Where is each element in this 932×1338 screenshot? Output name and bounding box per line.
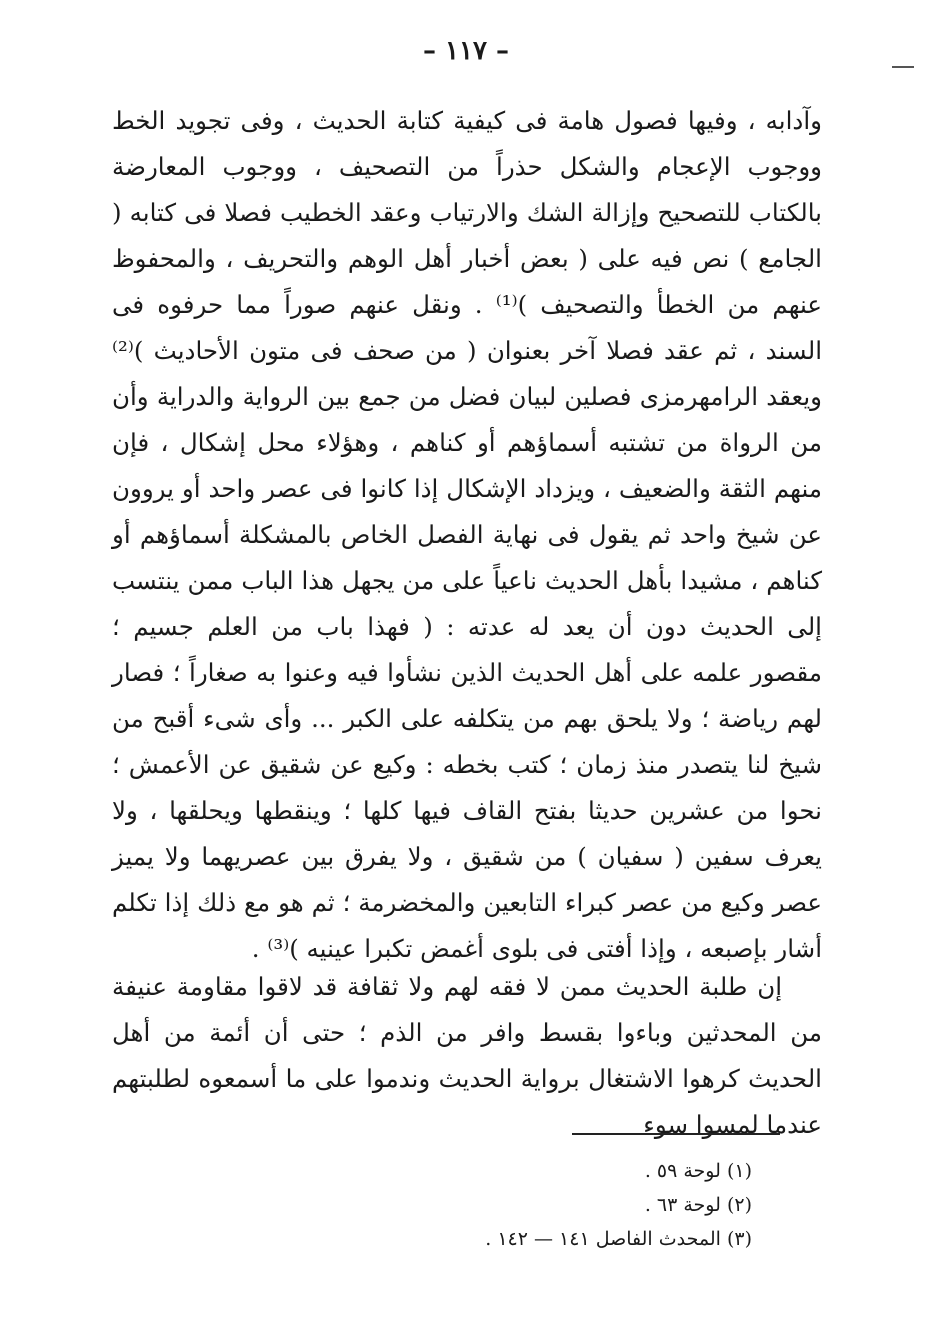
margin-mark — [892, 66, 914, 68]
footnote-1: (١) لوحة ٥٩ . — [644, 1160, 752, 1182]
footnotes — [332, 1154, 752, 1256]
body-text-block-1 — [112, 98, 822, 972]
body-paragraph-1: وآدابه ، وفيها فصول هامة فى كيفية كتابة الحديث ، وفى تجويد الخط ووجوب الإعجام والشكل حذراً من التصحيف ، ووجوب المعارضة بالكتاب للتصحيح وإزالة الشك والارتياب وعقد الخطيب فصلا فى كتابه ( الجامع ) نص فيه على ( بعض أخبار أهل الوهم والتحريف ، والمحفوظ عنهم من الخطأ والتصحيف )⁽¹⁾ . ونقل عنهم صوراً مما حرفوه فى السند ، ثم عقد فصلا آخر بعنوان ( من صحف فى متون الأحاديث )⁽²⁾ ويعقد الرامهرمزى فصلين لبيان فضل من جمع بين الرواية والدراية وأن من الرواة من تشتبه أسماؤهم أو كناهم ، وهؤلاء محل إشكال ، فإن منهم الثقة والضعيف ، ويزداد الإشكال إذا كانوا فى عصر واحد أو يروون عن شيخ واحد ثم يقول فى نهاية الفصل الخاص بالمشكلة أسماؤهم أو كناهم ، مشيدا بأهل الحديث ناعياً على من يجهل هذا الباب ممن ينتسب إلى الحديث دون أن يعد له عدته : ( فهذا باب من العلم جسيم ؛ مقصور علمه على أهل الحديث الذين نشأوا فيه وعنوا به صغاراً ؛ فصار لهم رياضة ؛ ولا يلحق بهم من يتكلفه على الكبر ... وأى شىء أقبح من شيخ لنا يتصدر منذ زمان ؛ كتب بخطه : وكيع عن شقيق عن الأعمش ؛ نحوا من عشرين حديثا بفتح القاف فيها كلها ؛ وينقطها ويحلقها ، ولا يعرف سفين ( سفيان ) من شقيق ، ولا يفرق بين عصريهما ولا يميز عصر وكيع من عصر كبراء التابعين والمخضرمة ؛ ثم هو مع ذلك إذا تكلم أشار بإصبعه ، وإذا أفتى فى بلوى أغمض تكبرا عينيه )⁽³⁾ . — [112, 106, 822, 963]
body-text-block-2 — [112, 964, 822, 1148]
footnote-divider — [572, 1133, 780, 1135]
footnote-3: (٣) المحدث الفاصل ١٤١ — ١٤٢ . — [485, 1228, 752, 1250]
body-paragraph-2: إن طلبة الحديث ممن لا فقه لهم ولا ثقافة قد لاقوا مقاومة عنيفة من المحدثين وباءوا بقسط وافر من الذم ؛ حتى أن أئمة من أهل الحديث كرهوا الاشتغال برواية الحديث وندموا على ما أسمعوه لطلبتهم عندما لمسوا سوء — [112, 972, 822, 1139]
footnote-2: (٢) لوحة ٦٣ . — [644, 1194, 752, 1216]
page-number: – ١١٧ – — [422, 36, 510, 66]
